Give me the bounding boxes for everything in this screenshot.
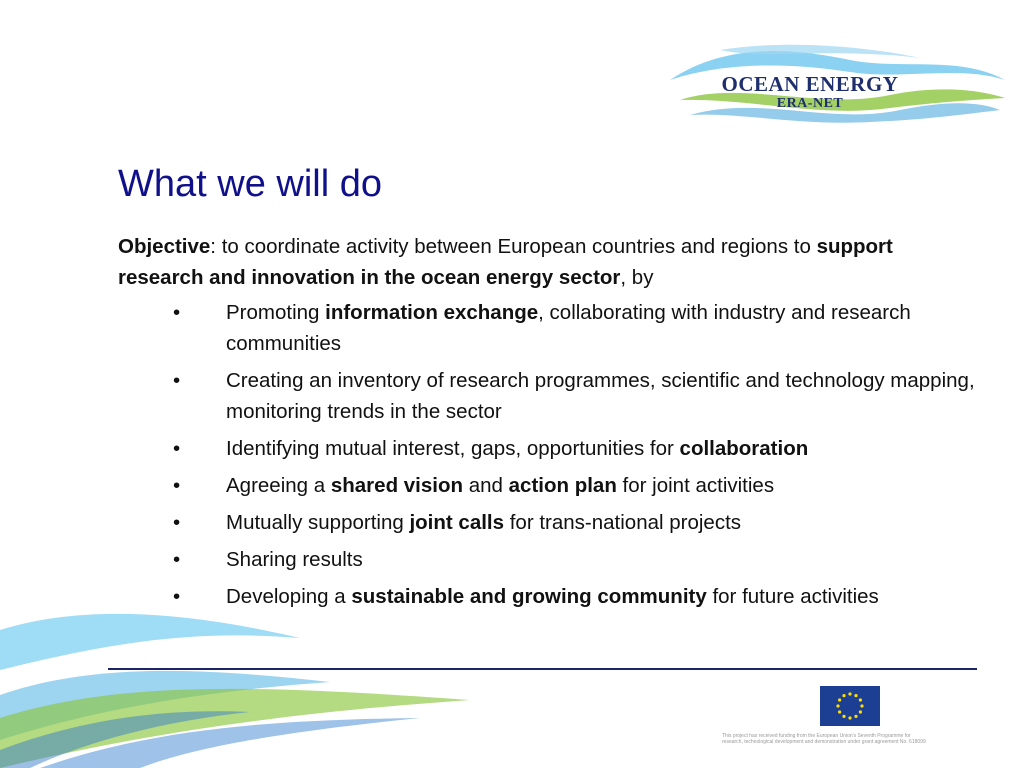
bullet-marker: • [173, 369, 181, 392]
bullet-text: Identifying mutual interest, gaps, opportunities for [226, 437, 680, 460]
objective-tail: , by [620, 266, 654, 289]
bullet-text: Creating an inventory of research programmes, scientific and technology mapping, monitoring trends in the sector [226, 369, 975, 423]
bullet-item [118, 470, 978, 501]
bullet-text: for joint activities [616, 474, 775, 497]
bullet-marker: • [173, 474, 181, 497]
bullet-text: for trans-national projects [504, 511, 742, 534]
ocean-energy-logo [660, 40, 1010, 130]
logo-subtitle: ERA-NET [776, 96, 844, 111]
bullet-bold-text: information exchange [325, 301, 539, 324]
bullet-marker: • [173, 511, 181, 534]
slide-title: What we will do [118, 163, 382, 205]
disclaimer-line: research, technological development and demonstration under grant agreement No. 618099 [722, 739, 926, 745]
objective-bold-text: support research and innovation in the ocean energy sector [118, 235, 893, 289]
bullet-marker: • [173, 548, 181, 571]
bullet-text: Mutually supporting [226, 511, 410, 534]
bullet-marker: • [173, 585, 181, 608]
bullet-text: Developing a [226, 585, 352, 608]
bullet-item [118, 365, 978, 427]
bullet-item [118, 297, 978, 359]
bullet-item [118, 544, 978, 575]
bullet-bold-text: joint calls [409, 511, 505, 534]
bullet-bold-text: sustainable and growing community [351, 585, 707, 608]
slide-body [118, 231, 978, 618]
bullet-text: , collaborating with industry and research communities [226, 301, 911, 355]
objective-paragraph [118, 231, 978, 293]
funding-disclaimer [722, 733, 992, 745]
decorative-waves [0, 600, 520, 768]
disclaimer-line: This project has received funding from the European Union's Seventh Programme for [722, 733, 911, 739]
bullet-marker: • [173, 301, 181, 324]
bullet-item [118, 507, 978, 538]
bullet-bold-text: collaboration [679, 437, 809, 460]
bullet-text: Promoting [226, 301, 326, 324]
footer-divider [108, 668, 977, 670]
bullet-bold-text: shared vision [330, 474, 464, 497]
objective-label: Objective [118, 235, 211, 258]
eu-flag-icon [820, 686, 880, 726]
bullet-text: Agreeing a [226, 474, 331, 497]
bullet-bold-text: action plan [508, 474, 617, 497]
bullet-text: and [463, 474, 509, 497]
logo-title: OCEAN ENERGY [721, 72, 899, 96]
bullet-text: for future activities [706, 585, 879, 608]
bullet-list [118, 297, 978, 612]
bullet-text: Sharing results [226, 548, 363, 571]
bullet-item [118, 433, 978, 464]
objective-text: : to coordinate activity between European countries and regions to [210, 235, 817, 258]
bullet-marker: • [173, 437, 181, 460]
